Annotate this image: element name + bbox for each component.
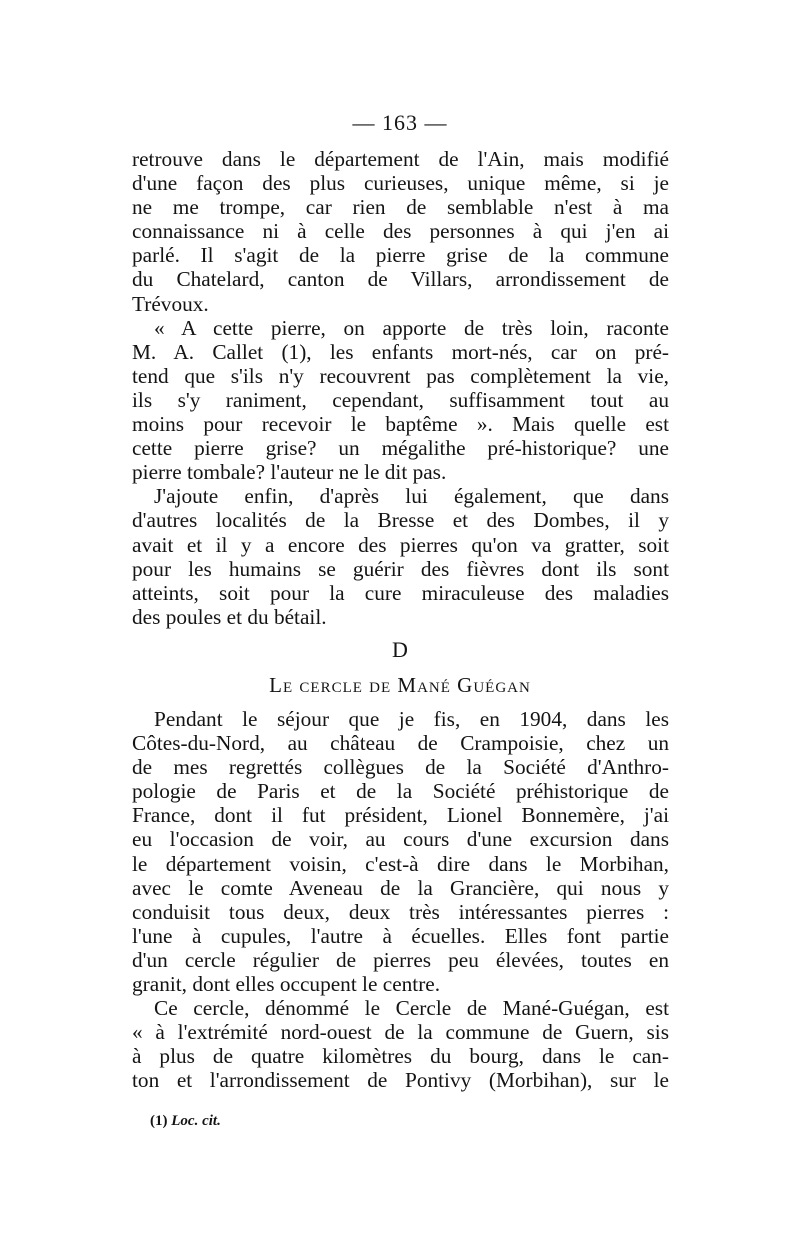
text-line: à plus de quatre kilomètres du bourg, dans le can- [132,1044,669,1069]
text-line: J'ajoute enfin, d'après lui également, que dans [154,484,669,509]
text-line: connaissance ni à celle des personnes à qui j'en ai [132,219,669,244]
text-line: retrouve dans le département de l'Ain, mais modifié [132,147,669,171]
text-line: « à l'extrémité nord-ouest de la commune de Guern, sis [132,1020,669,1045]
footnote-citation: Loc. cit. [171,1113,221,1129]
text-line: M. A. Callet (1), les enfants mort-nés, car on pré- [132,339,669,364]
text-line: pierre tombale? l'auteur ne le dit pas. [132,460,447,485]
text-line: tend que s'ils n'y recouvrent pas complètement la vie, [132,363,669,388]
text-line: parlé. Il s'agit de la pierre grise de la commune [132,243,669,268]
text-line: d'un cercle régulier de pierres peu élevées, toutes en [132,947,669,972]
paragraph-block-bottom [132,707,669,1093]
text-line: de mes regrettés collègues de la Société d'Anthro- [132,755,669,780]
page-number: — 163 — [352,110,448,135]
text-line: du Chatelard, canton de Villars, arrondissement de [132,267,669,292]
text-line: Côtes-du-Nord, au château de Crampoisie, chez un [132,731,669,756]
text-line: Trévoux. [132,291,209,316]
text-line: ton et l'arrondissement de Pontivy (Morbihan), sur le [132,1068,669,1093]
text-line: d'une façon des plus curieuses, unique même, si je [132,171,669,196]
footnote [150,1113,221,1130]
text-line: Pendant le séjour que je fis, en 1904, dans les [154,707,669,731]
text-line: eu l'occasion de voir, au cours d'une excursion dans [132,827,669,852]
footnote-marker: (1) [150,1113,168,1129]
text-line: cette pierre grise? un mégalithe pré-historique? une [132,436,669,461]
text-line: d'autres localités de la Bresse et des Dombes, il y [132,508,669,533]
text-line: ne me trompe, car rien de semblable n'est à ma [132,195,669,220]
paragraph-block-top [132,147,669,629]
text-line: le département voisin, c'est-à dire dans le Morbihan, [132,851,669,876]
text-line: l'une à cupules, l'autre à écuelles. Elles font partie [132,923,669,948]
text-line: atteints, soit pour la cure miraculeuse des maladies [132,580,669,605]
text-line: moins pour recevoir le baptême ». Mais quelle est [132,412,669,437]
text-line: des poules et du bétail. [132,604,327,629]
text-line: ils s'y raniment, cependant, suffisamment tout au [132,387,669,412]
text-line: « A cette pierre, on apporte de très loin, raconte [154,315,669,340]
text-line: conduisit tous deux, deux très intéressantes pierres : [132,899,669,924]
text-line: Ce cercle, dénommé le Cercle de Mané-Guégan, est [154,996,669,1021]
text-line: pologie de Paris et de la Société préhistorique de [132,779,669,804]
text-line: granit, dont elles occupent le centre. [132,972,441,997]
section-title: Le cercle de Mané Guégan [269,673,531,697]
text-line: pour les humains se guérir des fièvres dont ils sont [132,556,669,581]
text-line: avec le comte Aveneau de la Grancière, qui nous y [132,875,669,900]
text-line: France, dont il fut président, Lionel Bonnemère, j'ai [132,803,669,828]
section-letter: D [392,637,408,662]
text-line: avait et il y a encore des pierres qu'on va gratter, soit [132,532,669,557]
